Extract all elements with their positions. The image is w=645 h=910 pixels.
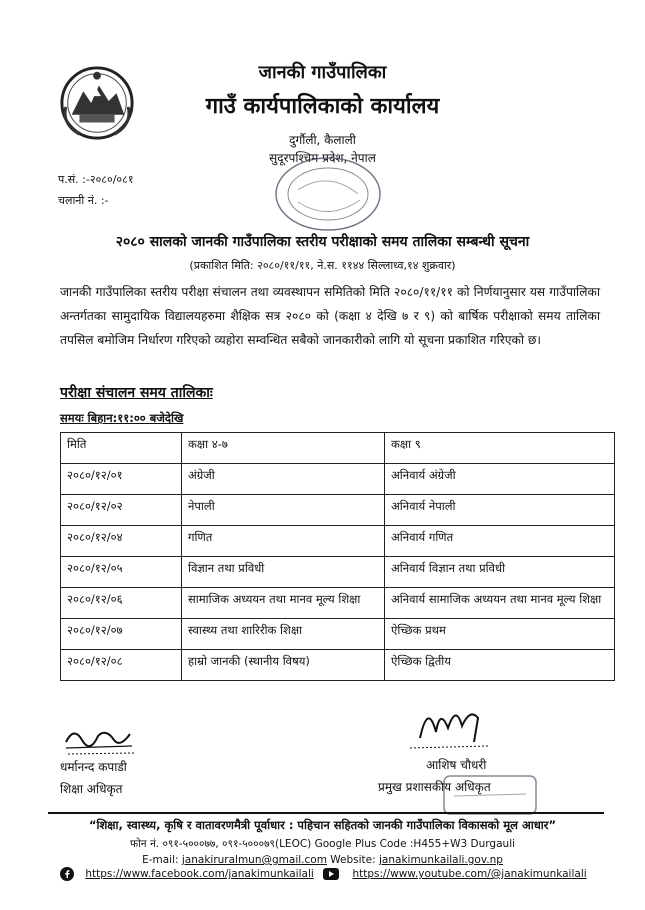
table-cell-date: २०८०/१२/०२: [61, 495, 182, 526]
chief-officer-name: आशिष चौधरी: [426, 758, 487, 772]
table-cell-date: २०८०/१२/०७: [61, 619, 182, 650]
email-label: E-mail:: [142, 854, 179, 866]
published-date: (प्रकाशित मिति: २०८०/११/११, ने.स. ११४४ सिल्लाध्व,१४ शुक्रवार): [189, 259, 456, 272]
table-header-row: [61, 433, 615, 464]
chief-officer-designation: प्रमुख प्रशासकीय अधिकृत: [378, 780, 491, 794]
table-cell-subject-9: अनिवार्य सामाजिक अध्ययन तथा मानव मूल्य शिक्षा: [385, 588, 615, 619]
table-cell-date: २०८०/१२/०४: [61, 526, 182, 557]
table-cell-subject-4-7: सामाजिक अध्ययन तथा मानव मूल्य शिक्षा: [182, 588, 385, 619]
column-header-grade-9: कक्षा ९: [385, 433, 615, 464]
table-cell-date: २०८०/१२/०६: [61, 588, 182, 619]
table-row: [61, 619, 615, 650]
footer-slogan: “शिक्षा, स्वास्थ्य, कृषि र वातावरणमैत्री पूर्वाधार : पहिचान सहितको जानकी गाउँपालिका विकासको मूल आधार”: [88, 818, 557, 832]
footer-social-row: [60, 867, 620, 881]
signature-right: [400, 698, 495, 760]
table-row: [61, 557, 615, 588]
facebook-icon: [60, 867, 74, 881]
email-link[interactable]: janakiruralmun@gmail.com: [181, 854, 327, 866]
column-header-grade-4-7: कक्षा ४-७: [182, 433, 385, 464]
education-officer-name: धर्मानन्द कपाडी: [60, 760, 127, 774]
table-row: [61, 464, 615, 495]
education-officer-designation: शिक्षा अधिकृत: [60, 782, 123, 796]
signature-left: [60, 718, 140, 758]
reference-number: प.सं. :-२०८०/०८१: [58, 173, 134, 186]
table-cell-subject-9: अनिवार्य अंग्रेजी: [385, 464, 615, 495]
notice-title: २०८० सालको जानकी गाउँपालिका स्तरीय परीक्षाको समय तालिका सम्बन्धी सूचना: [115, 234, 530, 250]
table-cell-subject-9: ऐच्छिक प्रथम: [385, 619, 615, 650]
table-cell-subject-9: अनिवार्य विज्ञान तथा प्रविधी: [385, 557, 615, 588]
notice-body: जानकी गाउँपालिका स्तरीय परीक्षा संचालन तथा व्यवस्थापन समितिको मिति २०८०/११/११ को निर्णयानुसार यस गाउँपालिका अन्तर्गतका सामुदायिक विद्यालयहरुमा शैक्षिक सत्र २०८० को (कक्षा ४ देखि ७ र ९) को बार्षिक परीक्षाको समय तालिका तपसिल बमोजिम निर्धारण गरिएको व्यहोरा सम्वन्धित सबैको जानकारीको लागि यो सूचना प्रकाशित गरिएको छ।: [60, 285, 600, 347]
table-row: [61, 588, 615, 619]
table-cell-subject-9: ऐच्छिक द्वितीय: [385, 650, 615, 681]
table-row: [61, 526, 615, 557]
table-cell-date: २०८०/१२/०१: [61, 464, 182, 495]
exam-schedule-table: [60, 432, 615, 681]
table-cell-subject-4-7: नेपाली: [182, 495, 385, 526]
table-cell-date: २०८०/१२/०५: [61, 557, 182, 588]
table-cell-date: २०८०/१२/०८: [61, 650, 182, 681]
youtube-link[interactable]: https://www.youtube.com/@janakimunkailali: [352, 868, 587, 880]
office-stamp-icon: [268, 150, 388, 238]
website-link[interactable]: janakimunkailali.gov.np: [379, 854, 503, 866]
footer-contact-row: [0, 854, 645, 866]
office-title: गाउँ कार्यपालिकाको कार्यालय: [205, 94, 440, 119]
table-cell-subject-4-7: स्वास्थ्य तथा शारिरीक शिक्षा: [182, 619, 385, 650]
facebook-link[interactable]: https://www.facebook.com/janakimunkailali: [85, 868, 314, 880]
website-label: Website:: [330, 854, 376, 866]
table-cell-subject-9: अनिवार्य गणित: [385, 526, 615, 557]
dispatch-number: चलानी नं. :-: [58, 194, 109, 207]
table-cell-subject-4-7: अंग्रेजी: [182, 464, 385, 495]
exam-time-label: समयः बिहान:११:०० बजेदेखि: [60, 411, 184, 425]
youtube-icon: [323, 868, 339, 880]
office-address-line2: सुदूरपश्चिम प्रदेश, नेपाल: [269, 151, 376, 165]
table-cell-subject-4-7: विज्ञान तथा प्रविधी: [182, 557, 385, 588]
footer-phone: फोन नं. ०९१-५०००७७, ०९१-५०००७९(LEOC) Google Plus Code :H455+W3 Durgauli: [129, 838, 516, 850]
table-cell-subject-9: अनिवार्य नेपाली: [385, 495, 615, 526]
table-row: [61, 650, 615, 681]
footer-divider: [48, 812, 604, 814]
office-name: जानकी गाउँपालिका: [258, 62, 387, 83]
table-cell-subject-4-7: हाम्रो जानकी (स्थानीय विषय): [182, 650, 385, 681]
table-row: [61, 495, 615, 526]
column-header-date: मिति: [61, 433, 182, 464]
office-address-line1: दुर्गौली, कैलाली: [289, 133, 356, 147]
table-cell-subject-4-7: गणित: [182, 526, 385, 557]
schedule-heading: परीक्षा संचालन समय तालिकाः: [60, 385, 213, 401]
